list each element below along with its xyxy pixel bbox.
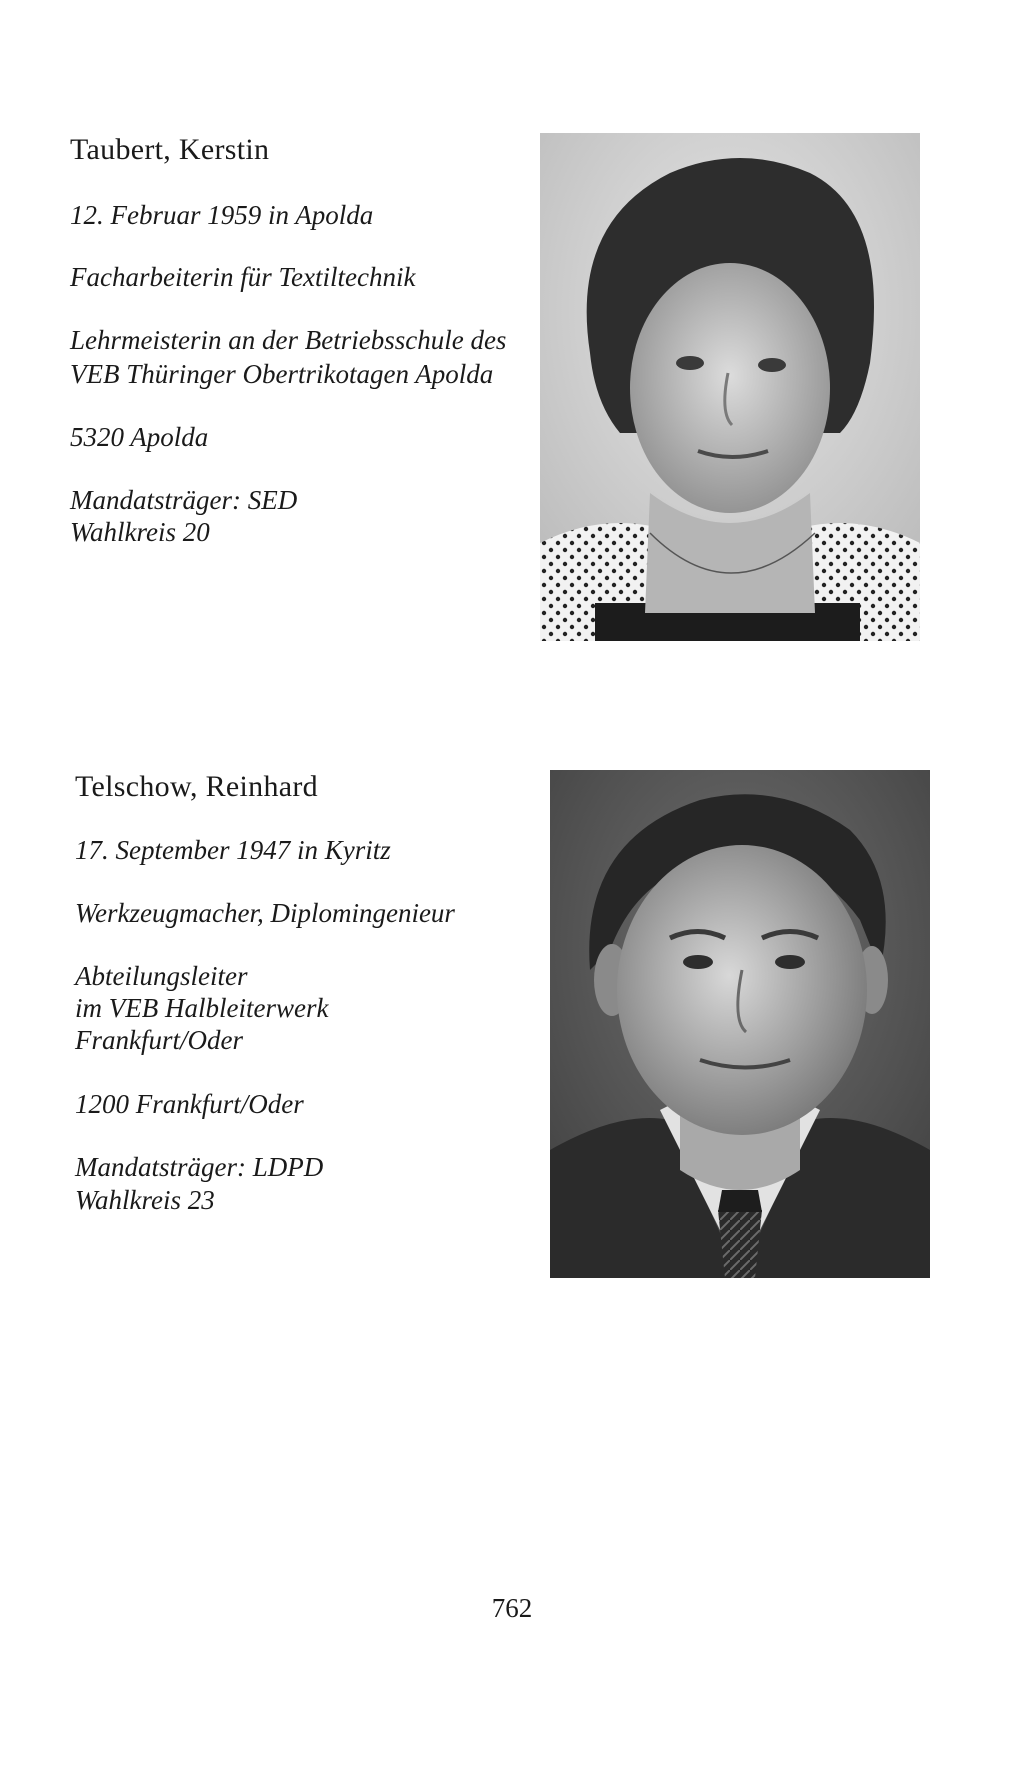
district-info: Wahlkreis 20 — [70, 517, 210, 547]
page-number: 762 — [491, 1593, 533, 1623]
person-name: Taubert, Kerstin — [70, 133, 270, 166]
mandate-info: Mandatsträger: SED — [70, 485, 298, 515]
position-line-2: VEB Thüringer Obertrikotagen Apolda — [70, 359, 494, 389]
portrait-photo — [550, 770, 930, 1278]
position-line-2: im VEB Halbleiterwerk — [75, 993, 329, 1023]
birth-info: 17. September 1947 in Kyritz — [75, 835, 391, 865]
residence-info: 1200 Frankfurt/Oder — [75, 1089, 304, 1119]
person-name: Telschow, Reinhard — [75, 770, 318, 803]
mandate-info: Mandatsträger: LDPD — [75, 1152, 324, 1182]
position-line-3: Frankfurt/Oder — [75, 1025, 243, 1055]
birth-info: 12. Februar 1959 in Apolda — [70, 200, 374, 230]
residence-info: 5320 Apolda — [70, 422, 209, 452]
training-info: Werkzeugmacher, Diplomingenieur — [75, 898, 455, 928]
district-info: Wahlkreis 23 — [75, 1185, 215, 1215]
portrait-photo — [540, 133, 920, 641]
position-line-1: Lehrmeisterin an der Betriebsschule des — [70, 325, 507, 355]
biography-entry-telschow — [0, 700, 1024, 1400]
biography-entry-taubert — [0, 0, 1024, 700]
training-info: Facharbeiterin für Textiltechnik — [70, 262, 416, 292]
position-line-1: Abteilungsleiter — [75, 961, 248, 991]
